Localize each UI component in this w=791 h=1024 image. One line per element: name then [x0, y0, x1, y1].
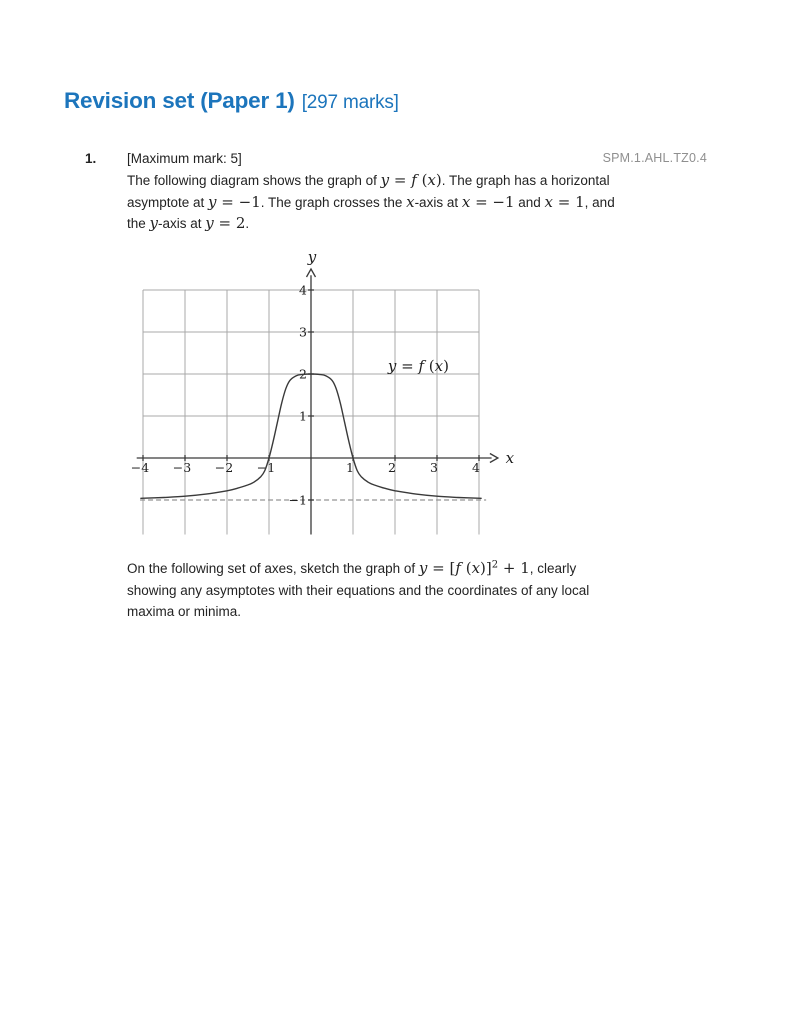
svg-text:2: 2	[388, 460, 396, 475]
title-main: Revision set (Paper 1)	[64, 88, 295, 113]
svg-text:4: 4	[299, 282, 307, 298]
svg-text:2: 2	[299, 366, 307, 382]
svg-text:−4: −4	[130, 460, 150, 475]
question-max-mark: [Maximum mark: 5]	[127, 151, 242, 166]
svg-text:3: 3	[430, 460, 438, 475]
svg-text:−3: −3	[172, 460, 192, 475]
question-number: 1.	[85, 151, 97, 166]
svg-text:−1: −1	[288, 492, 307, 508]
svg-text:3: 3	[299, 324, 307, 340]
function-graph	[122, 248, 517, 540]
x-axis-label: x	[505, 449, 515, 467]
curve-equation-label: y = f (x)	[387, 357, 449, 376]
question-instruction: On the following set of axes, sketch the graph of y = [f (x)]$^2$ + 1, clearly showing any asymptotes with their equations and the coordinates of any local maxima or minima.	[127, 559, 590, 619]
page-title	[64, 88, 399, 114]
title-marks: [297 marks]	[301, 92, 399, 113]
question-reference-code: SPM.1.AHL.TZ0.4	[602, 151, 707, 165]
svg-text:−1: −1	[256, 460, 276, 475]
question-header	[0, 151, 791, 169]
svg-text:1: 1	[346, 460, 354, 475]
svg-text:1: 1	[299, 408, 307, 424]
y-axis-label: y	[307, 248, 317, 266]
svg-text:4: 4	[472, 460, 480, 475]
svg-text:−2: −2	[214, 460, 234, 475]
question-text: The following diagram shows the graph of y = f (x). The graph has a horizontal asymptote at y = −1. The graph crosses the x-axis at x = −1 and x = 1, and the y-axis at y = 2.	[127, 171, 615, 232]
axes	[137, 269, 498, 534]
graph-canvas	[122, 248, 517, 540]
tick-labels	[131, 248, 515, 508]
